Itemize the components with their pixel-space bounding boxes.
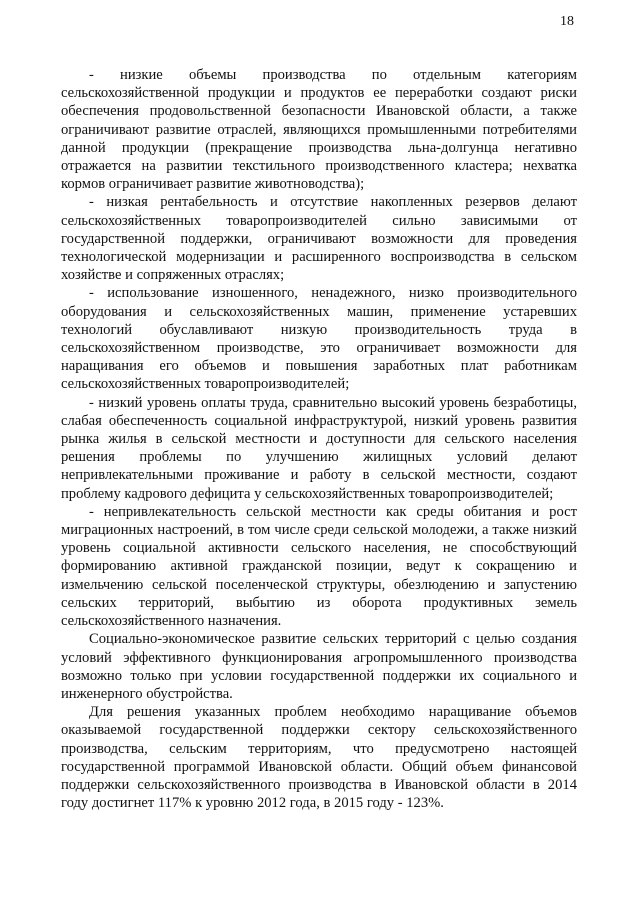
paragraph-low-profitability: - низкая рентабельность и отсутствие накопленных резервов делают сельскохозяйственных товаропроизводителей сильно зависимыми от государственной поддержки, ограничивают возможности для проведения технологической модернизации и расширенного воспроизводства в сельском хозяйстве и сопряженных отраслях; (61, 194, 577, 284)
page-number: 18 (560, 14, 574, 29)
paragraph-low-production-volumes: - низкие объемы производства по отдельным категориям сельскохозяйственной продукции и продуктов ее переработки создают риски обеспечения продовольственной безопасности Ивановской области, а также ограничивают развитие отраслей, являющихся промышленными потребителями данной продукции (прекращение производства льна-долгунца негативно отражается на развитии текстильного производственного кластера; нехватка кормов ограничивает развитие животноводства); (61, 67, 577, 193)
paragraph-low-wages: - низкий уровень оплаты труда, сравнительно высокий уровень безработицы, слабая обеспеченность социальной инфраструктурой, низкий уровень развития рынка жилья в сельской местности и доступности для сельского населения решения проблемы по улучшению жилищных условий делают непривлекательными проживание и работу в сельской местности, создают проблему кадрового дефицита у сельскохозяйственных товаропроизводителей; (61, 394, 577, 502)
paragraph-socio-economic-development: Социально-экономическое развитие сельских территорий с целью создания условий эффективного функционирования агропромышленного производства возможно только при условии государственной поддержки их социального и инженерного обустройства. (61, 631, 577, 702)
document-body (61, 66, 577, 812)
paragraph-worn-equipment: - использование изношенного, ненадежного, низко производительного оборудования и сельскохозяйственных машин, применение устаревших технологий обуславливают низкую производительность труда в сельскохозяйственном производстве, это ограничивает возможности для наращивания его объемов и повышения заработных плат работникам сельскохозяйственных товаропроизводителей; (61, 285, 577, 393)
paragraph-state-support: Для решения указанных проблем необходимо наращивание объемов оказываемой государственной поддержки сектору сельскохозяйственного производства, сельским территориям, что предусмотрено настоящей государственной программой Ивановской области. Общий объем финансовой поддержки сельскохозяйственного производства в Ивановской области в 2014 году достигнет 117% к уровню 2012 года, в 2015 году - 123%. (61, 704, 577, 812)
paragraph-rural-unattractiveness: - непривлекательность сельской местности как среды обитания и рост миграционных настроений, в том числе среди сельской молодежи, а также низкий уровень социальной активности сельского населения, не способствующий формированию активной гражданской позиции, ведут к сокращению и измельчению сельской поселенческой структуры, обезлюдению и запустению сельских территорий, выбытию из оборота продуктивных земель сельскохозяйственного назначения. (61, 503, 577, 630)
